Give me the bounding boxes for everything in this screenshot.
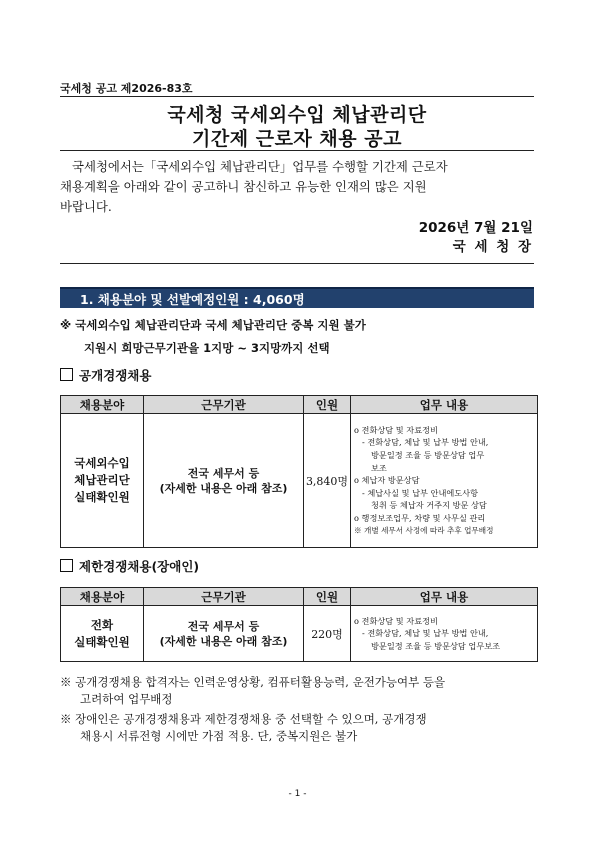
intro-line3: 바랍니다. bbox=[60, 199, 112, 214]
notice-number: 국세청 공고 제2026-83호 bbox=[60, 82, 193, 95]
field-line: 실태확인원 bbox=[74, 490, 130, 504]
duty-subitem: - 전화상담, 체납 및 납부 방법 안내, bbox=[362, 437, 489, 448]
field-line: 실태확인원 bbox=[74, 634, 130, 649]
count-cell: 3,840명 bbox=[304, 414, 351, 548]
limited-recruit-table bbox=[60, 587, 538, 662]
col-header-count: 인원 bbox=[304, 588, 351, 606]
footnote-2-line1: ※ 장애인은 공개경쟁채용과 제한경쟁채용 중 선택할 수 있으며, 공개경쟁 bbox=[60, 712, 427, 726]
checkbox-square-icon bbox=[60, 368, 73, 381]
intro-line1: 국세청에서는「국세외수입 체납관리단」업무를 수행할 기간제 근로자 bbox=[72, 159, 448, 174]
intro-line2: 채용계획을 아래와 같이 공고하니 참신하고 유능한 인재의 많은 지원 bbox=[60, 179, 427, 194]
page-title-line2: 기간제 근로자 채용 공고 bbox=[192, 128, 402, 150]
duty-cell bbox=[351, 414, 538, 548]
page-title-line1: 국세청 국세외수입 체납관리단 bbox=[167, 104, 427, 126]
top-rule bbox=[60, 96, 534, 97]
place-line: 전국 세무서 등 bbox=[187, 619, 260, 633]
table-header-row bbox=[61, 396, 538, 414]
duty-subitem: - 체납사실 및 납부 안내에도사항 bbox=[362, 487, 478, 498]
duty-item: o 체납자 방문상담 bbox=[354, 475, 420, 486]
count-cell: 220명 bbox=[304, 606, 351, 662]
field-cell bbox=[61, 414, 144, 548]
place-detail: (자세한 내용은 아래 참조) bbox=[159, 481, 288, 495]
col-header-place: 근무기관 bbox=[144, 396, 304, 414]
preference-note: 지원시 희망근무기관을 1지망 ~ 3지망까지 선택 bbox=[84, 341, 330, 355]
footnote-1-line1: ※ 공개경쟁채용 합격자는 인력운영상황, 컴퓨터활용능력, 운전가능여부 등을 bbox=[60, 675, 446, 689]
duplicate-note: ※ 국세외수입 체납관리단과 국세 체납관리단 중복 지원 불가 bbox=[60, 318, 366, 332]
col-header-count: 인원 bbox=[304, 396, 351, 414]
duty-subitem: 방문일정 조율 등 방문상담 업무 bbox=[371, 450, 485, 461]
table-row bbox=[61, 414, 538, 548]
place-line: 전국 세무서 등 bbox=[187, 466, 260, 480]
open-recruit-table bbox=[60, 395, 538, 548]
duty-item: o 전화상담 및 자료정비 bbox=[354, 615, 438, 626]
col-header-field: 채용분야 bbox=[61, 588, 144, 606]
field-cell bbox=[61, 606, 144, 662]
place-cell bbox=[144, 606, 304, 662]
duty-item: o 행정보조업무, 차량 및 사무실 관리 bbox=[354, 512, 486, 523]
table-header-row bbox=[61, 588, 538, 606]
table-row bbox=[61, 606, 538, 662]
col-header-field: 채용분야 bbox=[61, 396, 144, 414]
duty-subitem: 보조 bbox=[371, 462, 387, 473]
footnote-1-line2: 고려하여 업무배정 bbox=[80, 692, 173, 706]
col-header-place: 근무기관 bbox=[144, 588, 304, 606]
field-line: 국세외수입 bbox=[74, 456, 130, 470]
signer: 국 세 청 장 bbox=[452, 239, 533, 255]
field-line: 체납관리단 bbox=[74, 473, 130, 487]
duty-note: ※ 개별 세무서 사정에 따라 추후 업무배정 bbox=[354, 525, 494, 535]
title-rule bbox=[60, 150, 534, 151]
open-recruit-heading bbox=[60, 366, 151, 384]
place-cell bbox=[144, 414, 304, 548]
duty-cell bbox=[351, 606, 538, 662]
section-heading-bar: 1. 채용분야 및 선발예정인원 : 4,060명 bbox=[60, 287, 534, 308]
limited-recruit-heading bbox=[60, 557, 199, 575]
duty-subitem: 청취 등 체납자 거주지 방문 상담 bbox=[371, 500, 487, 511]
open-recruit-heading-text: 공개경쟁채용 bbox=[79, 368, 152, 383]
checkbox-square-icon bbox=[60, 559, 73, 572]
notice-date: 2026년 7월 21일 bbox=[418, 220, 533, 236]
duty-subitem: 방문일정 조율 등 방문상담 업무보조 bbox=[371, 640, 501, 651]
footnote-2-line2: 채용시 서류전형 시에만 가점 적용. 단, 중복지원은 불가 bbox=[80, 729, 358, 743]
limited-recruit-heading-text: 제한경쟁채용(장애인) bbox=[79, 559, 200, 574]
page-number: - 1 - bbox=[288, 789, 307, 799]
place-detail: (자세한 내용은 아래 참조) bbox=[159, 634, 288, 648]
divider-rule bbox=[60, 263, 534, 264]
field-line: 전화 bbox=[90, 617, 114, 632]
duty-subitem: - 전화상담, 체납 및 납부 방법 안내, bbox=[362, 628, 489, 639]
col-header-duty: 업무 내용 bbox=[351, 588, 538, 606]
duty-item: o 전화상담 및 자료정비 bbox=[354, 424, 438, 435]
col-header-duty: 업무 내용 bbox=[351, 396, 538, 414]
